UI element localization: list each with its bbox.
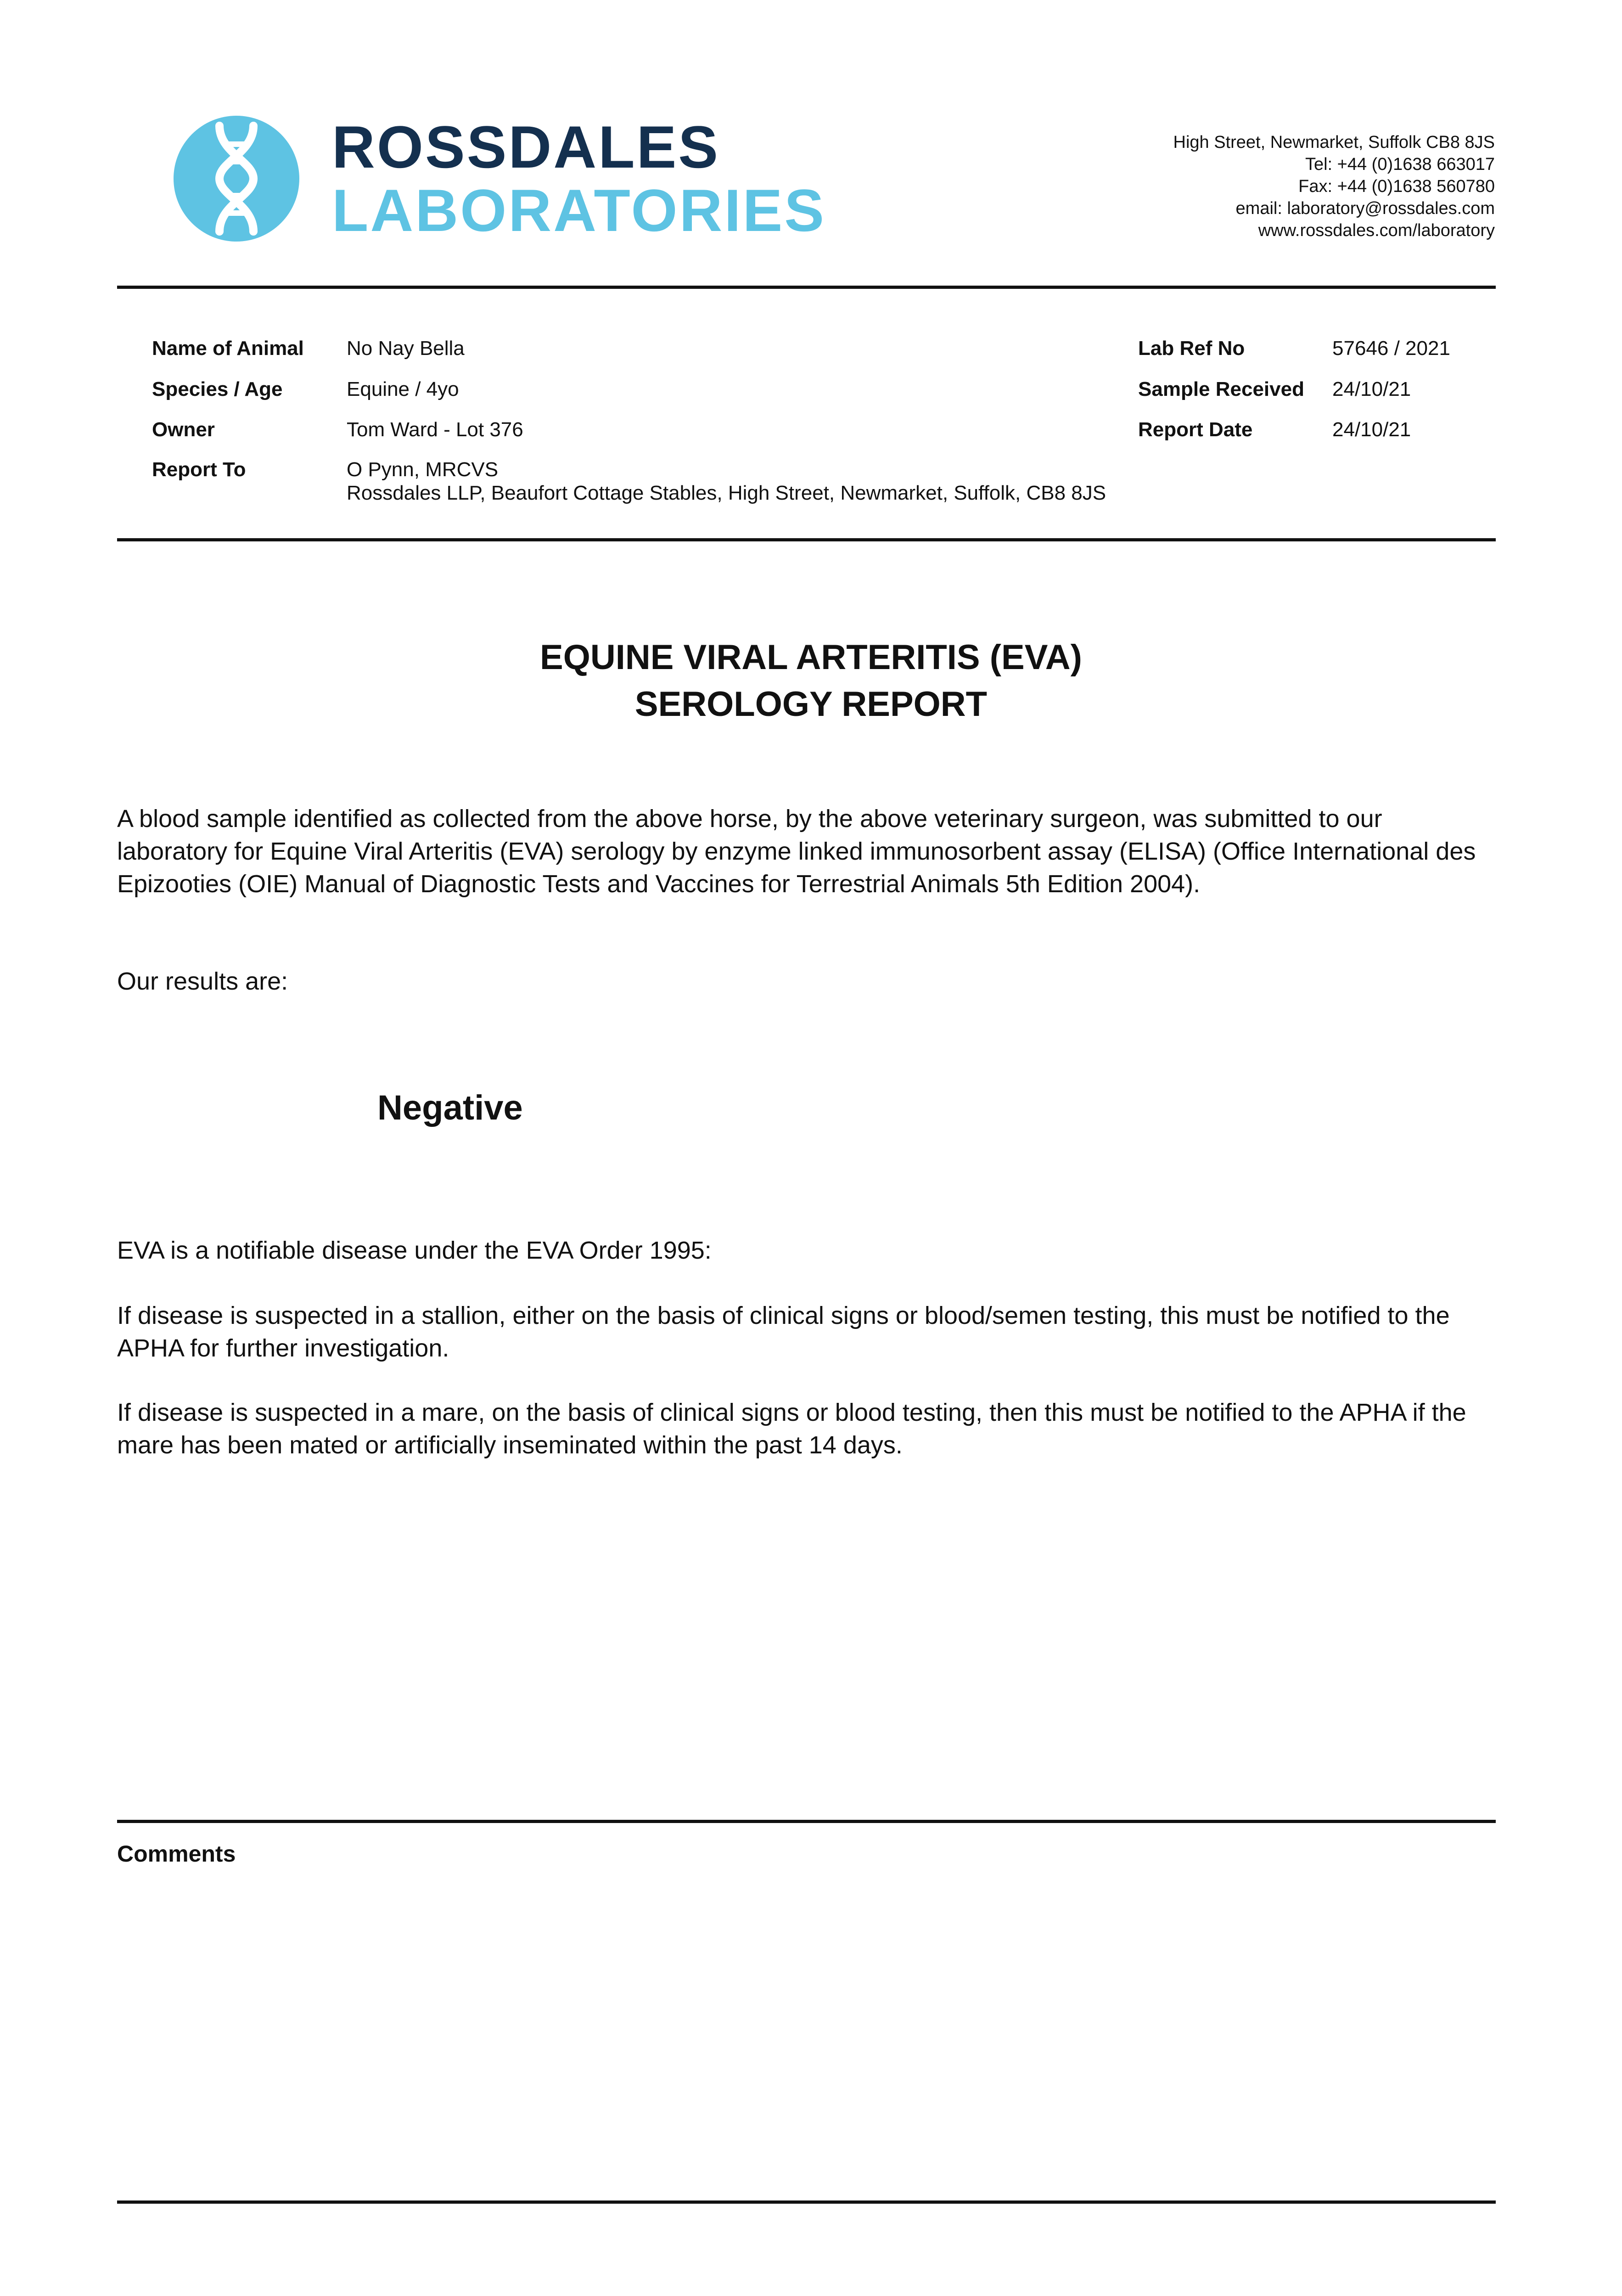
species-label: Species / Age bbox=[152, 378, 283, 400]
contact-fax: Fax: +44 (0)1638 560780 bbox=[1298, 177, 1495, 196]
result-value: Negative bbox=[377, 1088, 523, 1127]
report-to-label: Report To bbox=[152, 458, 246, 481]
name-value: No Nay Bella bbox=[347, 337, 465, 360]
sample-received-value: 24/10/21 bbox=[1332, 378, 1411, 400]
report-title-line1: EQUINE VIRAL ARTERITIS (EVA) bbox=[540, 638, 1082, 677]
divider-details bbox=[117, 538, 1496, 541]
report-date-label: Report Date bbox=[1138, 418, 1253, 441]
contact-website: www.rossdales.com/laboratory bbox=[1258, 221, 1495, 240]
contact-email: email: laboratory@rossdales.com bbox=[1235, 199, 1495, 218]
report-title bbox=[0, 634, 1622, 728]
brand-name: ROSSDALES bbox=[332, 113, 720, 180]
lab-ref-value: 57646 / 2021 bbox=[1332, 337, 1450, 360]
intro-paragraph: A blood sample identified as collected from the above horse, by the above veterinary surgeon, was submitted to our laboratory for Equine Viral Arteritis (EVA) serology by enzyme linked immunosorbent assay (ELISA) (Office International des Epizooties (OIE) Manual of Diagnostic Tests and Vaccines for Terrestrial Animals 5th Edition 2004). bbox=[117, 805, 1476, 898]
dna-helix-icon bbox=[174, 116, 299, 242]
contact-address: High Street, Newmarket, Suffolk CB8 8JS bbox=[1173, 133, 1495, 152]
divider-bottom bbox=[117, 2200, 1496, 2204]
divider-top bbox=[117, 286, 1496, 289]
results-intro: Our results are: bbox=[117, 968, 288, 995]
stallion-note: If disease is suspected in a stallion, either on the basis of clinical signs or blood/semen testing, this must be notified to the APHA for further investigation. bbox=[117, 1302, 1450, 1362]
owner-value: Tom Ward - Lot 376 bbox=[347, 418, 523, 441]
contact-tel: Tel: +44 (0)1638 663017 bbox=[1305, 155, 1495, 174]
report-to-name: O Pynn, MRCVS bbox=[347, 458, 499, 481]
name-label: Name of Animal bbox=[152, 337, 304, 360]
report-title-line2: SEROLOGY REPORT bbox=[634, 685, 988, 724]
comments-heading: Comments bbox=[117, 1841, 236, 1867]
mare-note: If disease is suspected in a mare, on the basis of clinical signs or blood testing, then this must be notified to the APHA if the mare has been mated or artificially inseminated within the past 14 days. bbox=[117, 1399, 1466, 1459]
divider-comments bbox=[117, 1820, 1496, 1823]
species-value: Equine / 4yo bbox=[347, 378, 459, 400]
report-to-address: Rossdales LLP, Beaufort Cottage Stables, High Street, Newmarket, Suffolk, CB8 8JS bbox=[347, 482, 1106, 504]
owner-label: Owner bbox=[152, 418, 215, 441]
report-date-value: 24/10/21 bbox=[1332, 418, 1411, 441]
contact-block bbox=[1173, 131, 1495, 242]
notifiable-statement: EVA is a notifiable disease under the EVA Order 1995: bbox=[117, 1237, 712, 1264]
lab-ref-label: Lab Ref No bbox=[1138, 337, 1245, 360]
sample-received-label: Sample Received bbox=[1138, 378, 1304, 400]
brand-subtitle: LABORATORIES bbox=[332, 177, 826, 244]
